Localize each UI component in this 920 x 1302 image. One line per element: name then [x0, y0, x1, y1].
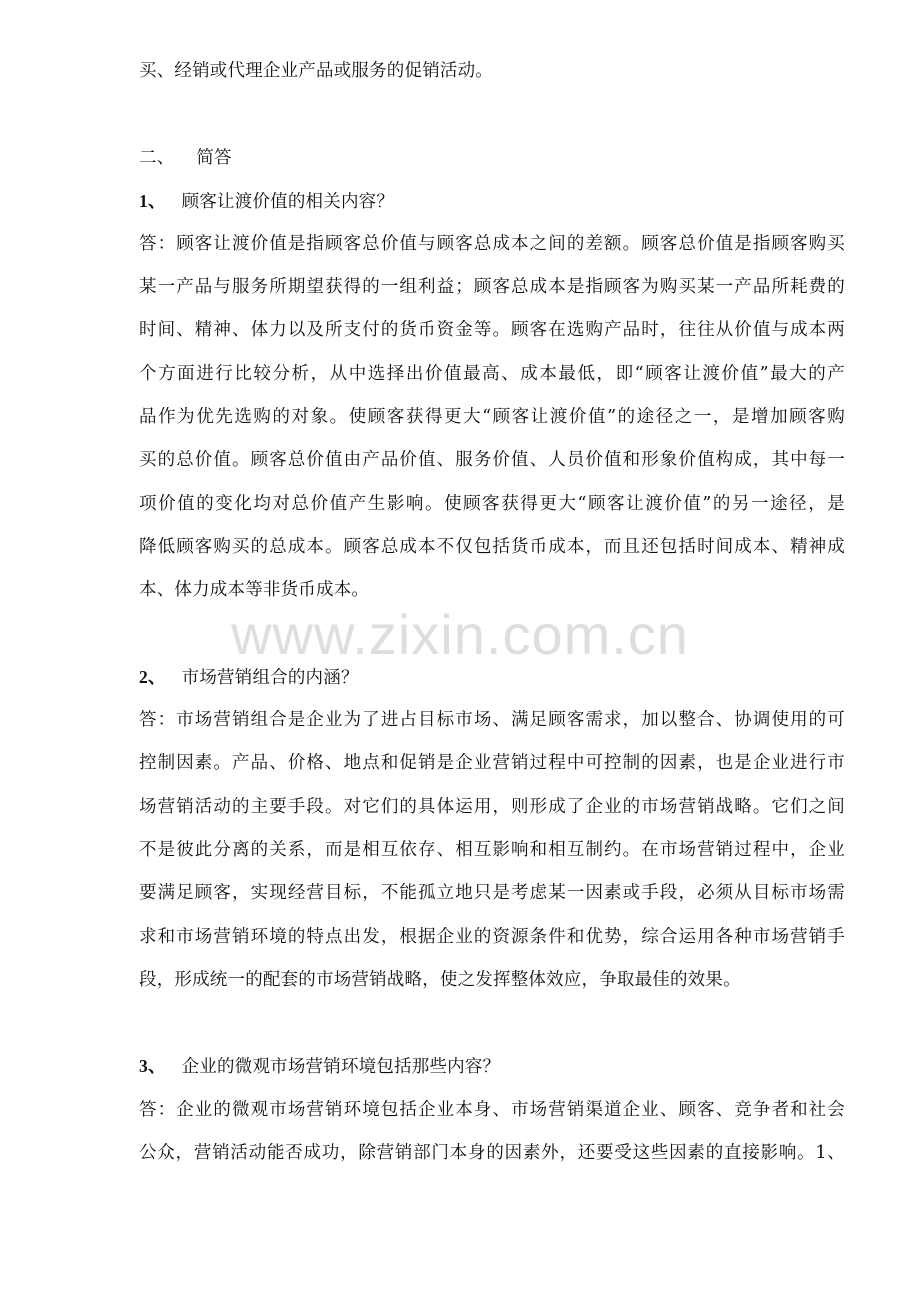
question-1-line: 品作为优先选购的对象。使顾客获得更大“顾客让渡价值”的途径之一，是增加顾客购: [139, 407, 845, 427]
question-2-line: 不是彼此分离的关系，而是相互依存、相互影响和相互制约。在市场营销过程中，企业: [139, 840, 845, 860]
question-3-title: 企业的微观市场营销环境包括那些内容？: [181, 1057, 501, 1077]
question-1-line: 时间、精神、体力以及所支付的货币资金等。顾客在选购产品时，往往从价值与成本两: [139, 320, 845, 340]
section-heading: [139, 146, 232, 170]
question-2-line: 场营销活动的主要手段。对它们的具体运用，则形成了企业的市场营销战略。它们之间: [139, 797, 845, 817]
question-1-line: 降低顾客购买的总成本。顾客总成本不仅包括货币成本，而且还包括时间成本、精神成: [139, 537, 845, 557]
question-3-line: 答：企业的微观市场营销环境包括企业本身、市场营销渠道企业、顾客、竞争者和社会: [139, 1100, 845, 1120]
question-1-line: 个方面进行比较分析，从中选择出价值最高、成本最低，即“顾客让渡价值”最大的产: [139, 364, 845, 384]
question-3-line: 公众，营销活动能否成功，除营销部门本身的因素外，还要受这些因素的直接影响。1、: [139, 1143, 845, 1163]
question-1-line: 答：顾客让渡价值是指顾客总价值与顾客总成本之间的差额。顾客总价值是指顾客购买: [139, 234, 845, 254]
question-1-title: 顾客让渡价值的相关内容？: [181, 192, 395, 212]
question-1-line: 某一产品与服务所期望获得的一组利益；顾客总成本是指顾客为购买某一产品所耗费的: [139, 277, 845, 297]
question-2-line: 答：市场营销组合是企业为了进占目标市场、满足顾客需求，加以整合、协调使用的可: [139, 710, 845, 730]
question-2-number: 2、: [139, 667, 166, 687]
question-2-heading: [139, 665, 359, 690]
watermark: www.zixin.com.cn: [231, 603, 689, 666]
intro-line: 买、经销或代理企业产品或服务的促销活动。: [139, 61, 493, 81]
question-2-title: 市场营销组合的内涵？: [181, 668, 359, 688]
question-3-heading: [139, 1054, 500, 1079]
question-1-line: 买的总价值。顾客总价值由产品价值、服务价值、人员价值和形象价值构成，其中每一: [139, 450, 845, 470]
question-2-line: 段，形成统一的配套的市场营销战略，使之发挥整体效应，争取最佳的效果。: [139, 970, 741, 990]
question-2-line: 求和市场营销环境的特点出发，根据企业的资源条件和优势，综合运用各种市场营销手: [139, 927, 845, 947]
question-3-number: 3、: [139, 1056, 166, 1076]
question-1-line: 本、体力成本等非货币成本。: [139, 580, 370, 600]
question-1-line: 项价值的变化均对总价值产生影响。使顾客获得更大“顾客让渡价值”的另一途径，是: [139, 494, 845, 514]
question-2-line: 要满足顾客，实现经营目标，不能孤立地只是考虑某一因素或手段，必须从目标市场需: [139, 883, 845, 903]
section-number: 二、: [139, 148, 175, 168]
question-2-line: 控制因素。产品、价格、地点和促销是企业营销过程中可控制的因素，也是企业进行市: [139, 753, 845, 773]
section-title: 简答: [196, 148, 232, 168]
question-1-heading: [139, 189, 394, 214]
question-1-number: 1、: [139, 191, 166, 211]
